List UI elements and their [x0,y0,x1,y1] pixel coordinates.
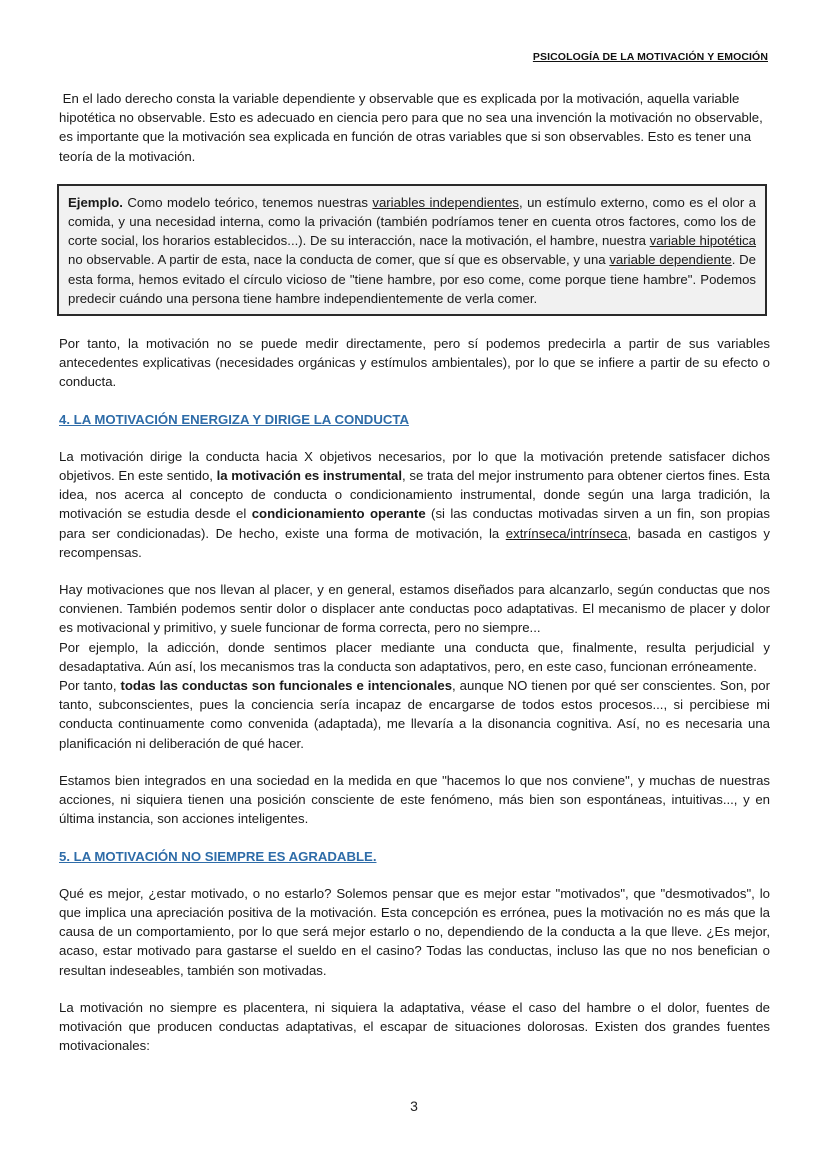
running-header: PSICOLOGÍA DE LA MOTIVACIÓN Y EMOCIÓN [532,51,768,63]
example-text: Como modelo teórico, tenemos nuestras [122,194,373,210]
section4-paragraph-2b: Por ejemplo, la adicción, donde sentimos placer mediante una conducta que, finalmente, resulta perjudicial y desadaptativa. Aún así, los mecanismos tras la conducta son adaptativos, pero, en este caso, funcionan erróneamente. [59,639,770,674]
section4-paragraph-2c [59,676,770,753]
paragraph-text: Por tanto, [59,678,121,694]
paragraph-text: (si las conductas motivadas sirven a un fin, son propias para ser condicionadas). De hecho, existe una forma de motivación, la [59,506,770,541]
section5-paragraph-1: Qué es mejor, ¿estar motivado, o no estarlo? Solemos pensar que es mejor estar "motivados", que "desmotivados", lo que implica una apreciación positiva de la motivación. Esta concepción es errónea, pues la motivación no es más que la causa de un comportamiento, por lo que será mejor estarlo o no, dependiendo de la conducta a la que lleve. ¿Es mejor, acaso, estar motivado para gastarse el sueldo en el casino? Todas las conductas, incluso las que no nos benefician o resultan indeseables, también son motivadas. [59,885,770,978]
intro-paragraph [59,89,770,166]
spacer [59,562,770,580]
paragraph-text: , aunque NO tienen por qué ser conscientes. Son, por tanto, subconscientes, pues la conciencia sería incapaz de encargarse de todos estos procesos..., si percibiese mi conducta continuamente como convenida (adaptada), me llevaría a la disonancia cognitiva. Así, no es necesaria una planificación ni deliberación de qué hacer. [59,678,770,751]
section4-paragraph-1 [59,447,770,562]
intro-text: En el lado derecho consta la variable dependiente y observable que es explicada por la motivación, aquella variable hipotética no observable. Esto es adecuado en ciencia pero para que no sea una invención la motivación no observable, es importante que la motivación sea explicada en función de otras variables que si son observables. Esto es tener una teoría de la motivación. [59,91,763,164]
bold-term-instrumental: la motivación es instrumental [216,468,403,484]
term-variables-independientes: variables independientes [372,194,520,210]
spacer [59,392,770,410]
spacer [59,429,770,447]
spacer [59,829,770,847]
section-heading-5: 5. LA MOTIVACIÓN NO SIEMPRE ES AGRADABLE. [59,848,377,864]
term-variable-dependiente: variable dependiente [609,252,732,268]
spacer [59,753,770,771]
page-number: 3 [410,1098,418,1114]
page-content [59,89,770,1055]
spacer [59,316,770,334]
term-variable-hipotetica: variable hipotética [649,233,756,249]
example-text: , un estímulo externo, como es el olor a comida, y una necesidad interna, como la privación (también podríamos tener en cuenta otros factores, como los de corte social, los horarios establecidos...). De su interacción, nace la motivación, el hambre, nuestra [68,194,756,249]
paragraph-text: La motivación dirige la conducta hacia X objetivos necesarios, por lo que la motivación pretende satisfacer dichos objetivos. En este sentido, [59,448,770,484]
spacer [59,980,770,998]
paragraph-text: , basada en castigos y recompensas. [59,525,770,560]
bold-term-funcionales: todas las conductas son funcionales e intencionales [120,678,453,694]
paragraph-por-tanto: Por tanto, la motivación no se puede medir directamente, pero sí podemos predecirla a partir de sus variables antecedentes explicativas (necesidades orgánicas y estímulos ambientales), por lo que se infiere a partir de su efecto o conducta. [59,336,770,390]
bold-term-condicionamiento-operante: condicionamiento operante [251,506,426,522]
section-heading-4: 4. LA MOTIVACIÓN ENERGIZA Y DIRIGE LA CONDUCTA [59,411,409,427]
example-box [57,184,767,316]
spacer [59,866,770,884]
paragraph-text: , se trata del mejor instrumento para obtener ciertos fines. Esta idea, nos acerca al concepto de conducta o condicionamiento instrumental, donde según una larga tradición, la motivación se estudia desde el [59,468,771,522]
section4-paragraph-3: Estamos bien integrados en una sociedad en la medida en que "hacemos lo que nos conviene", y muchas de nuestras acciones, ni siquiera tienen una posición consciente de este fenómeno, más bien son espontáneas, intuitivas..., y en última instancia, son acciones inteligentes. [59,772,770,827]
example-text: . De esta forma, hemos evitado el círculo vicioso de "tiene hambre, por eso come, come porque tiene hambre". Podemos predecir cuándo una persona tiene hambre independientemente de verla comer. [68,252,756,306]
section5-paragraph-2: La motivación no siempre es placentera, ni siquiera la adaptativa, véase el caso del hambre o el dolor, fuentes de motivación que producen conductas adaptativas, el escapar de situaciones dolorosas. Existen dos grandes fuentes motivacionales: [59,999,770,1054]
section4-paragraph-2a: Hay motivaciones que nos llevan al placer, y en general, estamos diseñados para alcanzarlo, según conductas que nos convienen. También podemos sentir dolor o displacer ante conductas poco adaptativas. El mecanismo de placer y dolor es motivacional y primitivo, y suele funcionar de forma correcta, pero no siempre... [59,582,770,636]
example-label: Ejemplo. [68,194,123,210]
term-extrinseca-intrinseca: extrínseca/intrínseca [505,525,628,541]
example-text: no observable. A partir de esta, nace la conducta de comer, que sí que es observable, y una [68,252,610,268]
